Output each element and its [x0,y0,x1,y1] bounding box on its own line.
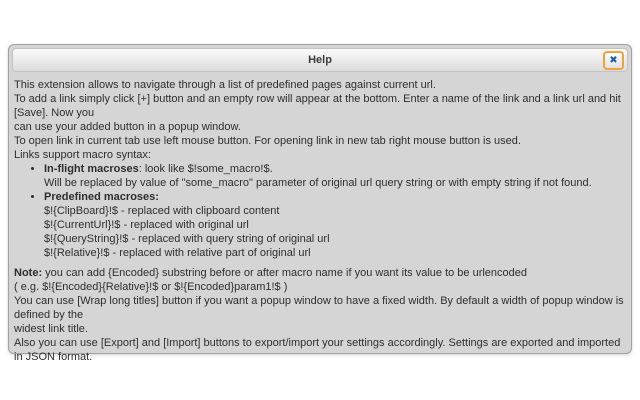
dialog-title: Help [308,54,332,66]
intro-line: To open link in current tab use left mouse button. For opening link in new tab right mouse button is used. [14,135,521,147]
macro-item: $!{CurrentUrl}!$ - replaced with original url [44,219,249,231]
inflight-macros-detail: Will be replaced by value of "some_macro" parameter of original url query string or with empty string if not found. [44,177,592,189]
dialog-titlebar[interactable] [12,48,628,72]
note-example: ( e.g. $!{Encoded}{Relative}!$ or $!{Encoded}param1!$ ) [14,281,288,293]
intro-line: To add a link simply click [+] button and an empty row will appear at the bottom. Enter a name of the link and a link url and hit [Save]. Now you [14,93,621,119]
macro-syntax-heading: Links support macro syntax: [14,149,151,161]
dialog-content [12,72,628,364]
note-paragraph [14,266,626,294]
macro-list [14,162,626,260]
intro-paragraph [14,78,626,148]
macro-item: $!{ClipBoard}!$ - replaced with clipboard content [44,205,280,217]
macro-item: $!{QueryString}!$ - replaced with query string of original url [44,233,330,245]
inflight-macros-rest: : look like $!some_macro!$. [138,163,273,175]
footer-line: You can use [Wrap long titles] button if you want a popup window to have a fixed width. By default a width of popup window is defined by the [14,295,624,321]
help-dialog [8,44,632,363]
intro-line: This extension allows to navigate through a list of predefined pages against current url. [14,79,436,91]
footer-line: widest link title. [14,323,88,335]
list-item-predefined-macros [44,190,626,260]
footer-paragraph [14,294,626,364]
close-button[interactable] [603,51,624,70]
note-text: you can add {Encoded} substring before or after macro name if you want its value to be urlencoded [42,267,528,279]
note-label: Note: [14,267,43,279]
inflight-macros-term: In-flight macroses [44,163,139,175]
list-item-inflight-macros [44,162,626,190]
close-icon: ✖ [609,54,618,66]
predefined-macros-term: Predefined macroses: [44,191,159,203]
footer-line: Also you can use [Export] and [Import] buttons to export/import your settings accordingly. Settings are exported and imported in JSON format. [14,337,621,363]
macro-item: $!{Relative}!$ - replaced with relative part of original url [44,247,311,259]
intro-line: can use your added button in a popup window. [14,121,241,133]
